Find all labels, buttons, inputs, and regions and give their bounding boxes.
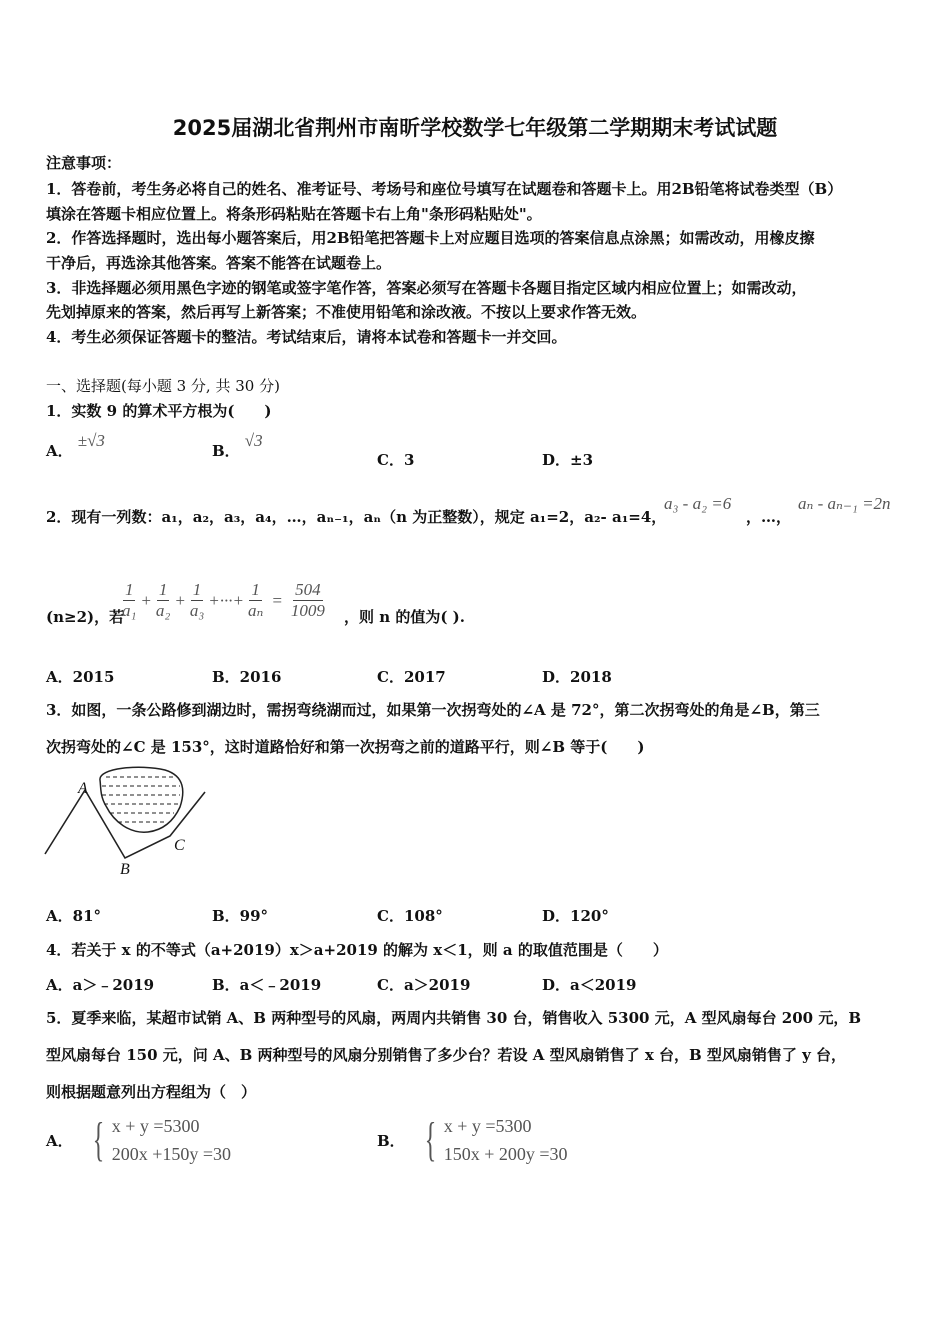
fraction: $\frac{1}{\text{a₃}}$ [189,580,205,620]
notice-line: 先划掉原来的答案，然后再写上新答案；不准使用铅笔和涂改液。不按以上要求作答无效。 [46,303,647,321]
q2-option-c: C．2017 [377,668,446,686]
section-heading: 一、选择题(每小题 3 分, 共 30 分) [46,377,280,395]
question-1-stem: 1．实数 9 的算术平方根为( ) [46,402,272,420]
fraction: $\frac{1}{\text{aₙ}}$ [247,580,264,620]
q2-stem-c: ，则 n 的值为( ). [344,608,465,626]
q4-option-b: B．a＜﹣2019 [212,976,322,994]
question-3-stem: 3．如图，一条公路修到湖边时，需拐弯绕湖而过，如果第一次拐弯处的∠A 是 72°，第二次拐弯处的角是∠B，第三 [46,701,820,719]
equation-system: { x + y =5300 200x +150y =30 [92,1113,231,1166]
q3-option-d: D．120° [542,907,609,925]
q4-option-a: A．a＞﹣2019 [46,976,155,994]
q5-option-b [377,1112,568,1168]
notice-heading: 注意事项： [46,154,122,172]
equation: 200x +150y =30 [111,1144,231,1164]
q2-stem-b: (n≥2)，若 [46,608,125,626]
question-5-stem-3: 则根据题意列出方程组为（ ） [46,1083,257,1101]
question-3-stem-2: 次拐弯处的∠C 是 153°，这时道路恰好和第一次拐弯之前的道路平行，则∠B 等于( ) [46,738,645,756]
fraction: $\frac{1}{\text{a₂}}$ [155,580,171,620]
question-5-stem: 5．夏季来临，某超市试销 A、B 两种型号的风扇，两周内共销售 30 台，销售收入 5300 元，A 型风扇每台 200 元，B [46,1009,862,1027]
option-math: ±√3 [77,431,105,450]
question-2-stem: 2．现有一列数：a₁，a₂，a₃，a₄，…，aₙ₋₁，aₙ（n 为正整数），规定 a₁=2，a₂- a₁=4， [46,508,667,526]
q2-math-1: a₃ - a₂ =6 [664,494,732,513]
notice-line: 2．作答选择题时，选出每小题答案后，用2B铅笔把答题卡上对应题目选项的答案信息点涂黑；如需改动，用橡皮擦 [46,229,815,247]
notice-line: 3．非选择题必须用黑色字迹的钢笔或签字笔作答，答案必须写在答题卡各题目指定区域内相应位置上；如需改动， [46,279,807,297]
q1-option-d: D．±3 [542,451,594,469]
q4-option-d: D．a＜2019 [542,976,637,994]
q3-option-c: C．108° [377,907,443,925]
option-label: A． [46,1131,73,1150]
q2-option-b: B．2016 [212,668,282,686]
q4-option-c: C．a＞2019 [377,976,471,994]
q1-option-b [212,431,263,461]
q1-option-a [46,431,105,461]
fraction: $\frac{504}{1009}$ [290,580,325,620]
q1-option-c: C．3 [377,451,415,469]
q5-option-a [46,1112,231,1168]
notice-line: 1．答卷前，考生务必将自己的姓名、准考证号、考场号和座位号填写在试题卷和答题卡上。用2B铅笔将试卷类型（B） [46,180,843,198]
equation: x + y =5300 [443,1116,532,1136]
q2-sum-equation: $\frac{1}{\text{a₁}}$ + $\frac{1}{\text{a₂}}$ + $\frac{1}{\text{a₃}}$ +···+ $\frac{1}{\text{aₙ}}$ = $\frac{504}{1009}$ [122,580,325,620]
fraction: $\frac{1}{\text{a₁}}$ [122,580,137,620]
q3-option-b: B．99° [212,907,269,925]
page-title: 2025届湖北省荆州市南昕学校数学七年级第二学期期末考试试题 [172,116,778,140]
road-lake-figure [40,762,215,882]
q2-option-d: D．2018 [542,668,612,686]
figure-label-a: A [78,780,88,797]
equation-system: { x + y =5300 150x + 200y =30 [424,1113,568,1166]
equation: 150x + 200y =30 [443,1144,568,1164]
option-label: A． [46,442,73,460]
notice-line: 填涂在答题卡相应位置上。将条形码粘贴在答题卡右上角"条形码粘贴处"。 [46,205,542,223]
notice-line: 干净后，再选涂其他答案。答案不能答在试题卷上。 [46,254,392,272]
q2-option-a: A．2015 [46,668,115,686]
figure-label-b: B [120,861,130,878]
figure-label-c: C [174,837,185,854]
option-label: B． [212,442,240,460]
q3-option-a: A．81° [46,907,102,925]
q2-math-2: aₙ - aₙ₋₁ =2n [798,494,891,513]
question-4-stem: 4．若关于 x 的不等式（a+2019）x＞a+2019 的解为 x＜1，则 a 的取值范围是（ ） [46,941,668,959]
option-label: B． [377,1131,405,1150]
q2-sep: ，…， [746,508,792,526]
equation: x + y =5300 [111,1116,200,1136]
notice-line: 4．考生必须保证答题卡的整洁。考试结束后，请将本试卷和答题卡一并交回。 [46,328,567,346]
option-math: √3 [244,431,263,450]
question-5-stem-2: 型风扇每台 150 元，问 A、B 两种型号的风扇分别销售了多少台？若设 A 型风扇销售了 x 台，B 型风扇销售了 y 台， [46,1046,847,1064]
